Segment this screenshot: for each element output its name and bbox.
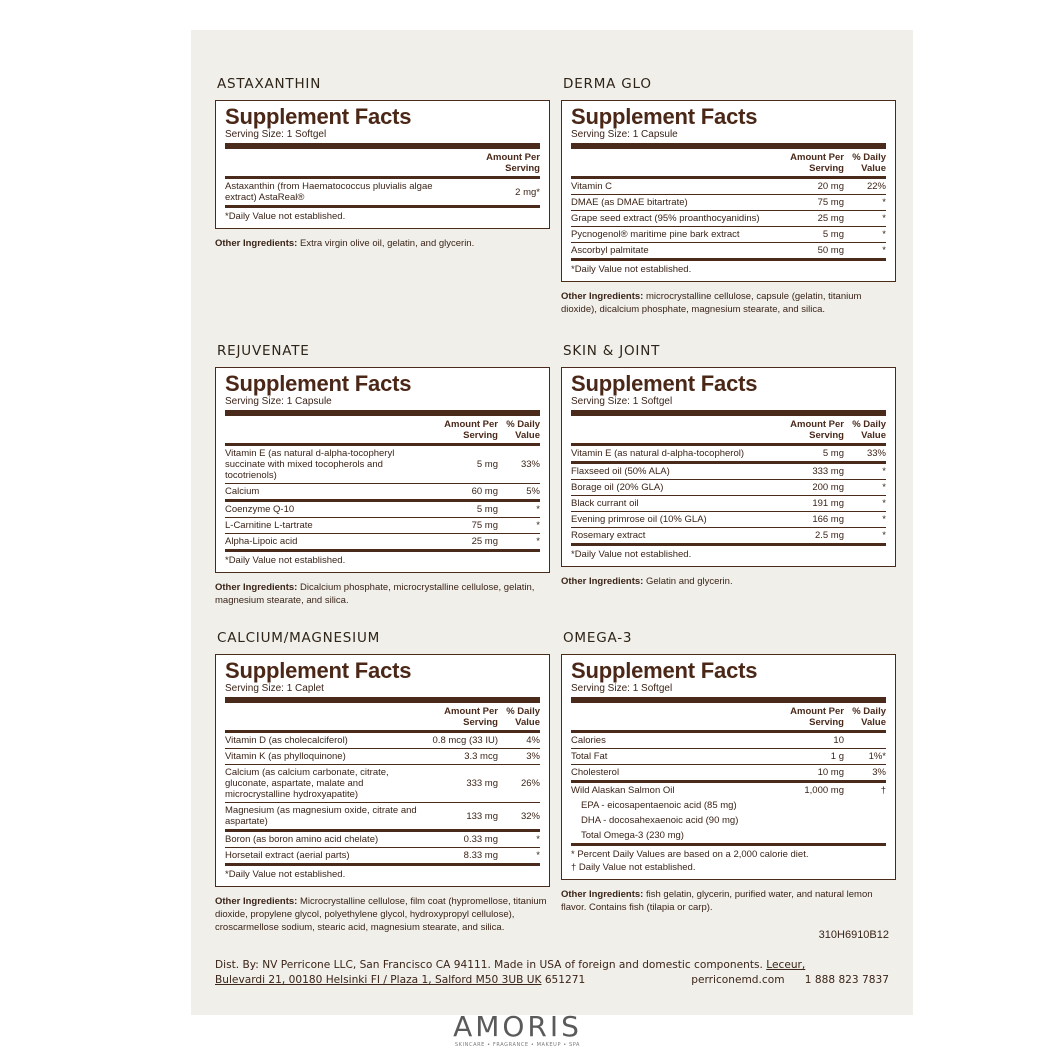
facts-row xyxy=(571,765,886,783)
nutrient-dv: 26% xyxy=(520,778,540,789)
facts-header xyxy=(225,703,540,733)
daily-value-header: % Daily Value xyxy=(506,706,540,728)
nutrient-dv: † xyxy=(880,785,886,796)
other-ingredients-text: Dicalcium phosphate, microcrystalline cellulose, gelatin, magnesium stearate, and silica. xyxy=(215,582,535,606)
distributor-text: Dist. By: NV Perricone LLC, San Francisco CA 94111. Made in USA of foreign and domestic components. xyxy=(215,959,763,971)
amount-header: Amount Per Serving xyxy=(790,152,844,174)
serving-size: Serving Size: 1 Softgel xyxy=(571,396,886,416)
facts-row xyxy=(571,195,886,211)
nutrient-amount: 191 mg xyxy=(812,498,844,509)
footnote: *Daily Value not established. xyxy=(225,555,346,566)
amount-header: Amount Per Serving xyxy=(444,706,498,728)
nutrient-name: Horsetail extract (aerial parts) xyxy=(225,850,350,861)
facts-header xyxy=(225,149,540,179)
nutrient-dv: 5% xyxy=(526,486,540,497)
nutrient-amount: 25 mg xyxy=(471,536,498,547)
panel-rejuvenate xyxy=(215,343,550,607)
facts-row xyxy=(225,484,540,502)
panel-title: DERMA GLO xyxy=(563,76,652,92)
serving-size: Serving Size: 1 Softgel xyxy=(571,683,886,703)
amount-header: Amount Per Serving xyxy=(790,706,844,728)
facts-heading: Supplement Facts xyxy=(225,104,412,129)
nutrient-amount: 10 xyxy=(833,735,844,746)
amount-header: Amount Per Serving xyxy=(486,152,540,174)
nutrient-name: Calcium (as calcium carbonate, citrate, gluconate, aspartate, malate and microcrystalline hydroxyapatite) xyxy=(225,767,389,800)
website[interactable]: perriconemd.com xyxy=(691,974,785,986)
facts-row xyxy=(571,480,886,496)
facts-row xyxy=(225,765,540,803)
footnote-2: † Daily Value not established. xyxy=(571,862,696,873)
nutrient-dv: 4% xyxy=(526,735,540,746)
distributor-tail: 651271 xyxy=(544,974,586,986)
amount-header: Amount Per Serving xyxy=(790,419,844,441)
phone-number: 1 888 823 7837 xyxy=(804,974,889,986)
panel-title: OMEGA-3 xyxy=(563,630,633,646)
footnote: *Daily Value not established. xyxy=(225,869,346,880)
serving-size: Serving Size: 1 Softgel xyxy=(225,129,540,149)
nutrient-name: Ascorbyl palmitate xyxy=(571,245,649,256)
facts-row xyxy=(571,733,886,749)
nutrient-amount: 5 mg xyxy=(822,229,844,240)
facts-row xyxy=(571,528,886,546)
facts-row xyxy=(225,733,540,749)
nutrient-amount: 133 mg xyxy=(466,810,498,822)
facts-row xyxy=(225,518,540,534)
facts-row xyxy=(225,749,540,765)
nutrient-name: Flaxseed oil (50% ALA) xyxy=(571,466,670,477)
facts-row xyxy=(571,179,886,195)
facts-header xyxy=(225,416,540,446)
other-ingredients-text: microcrystalline cellulose, capsule (gelatin, titanium dioxide), dicalcium phosphate, magnesium stearate, and silica. xyxy=(561,291,862,315)
nutrient-amount: 2 mg* xyxy=(515,186,540,198)
logo-wordmark: AMORIS xyxy=(453,1010,582,1043)
panel-calcium-magnesium xyxy=(215,630,550,934)
distributor-address-link-2[interactable]: Bulevardi 21, 00180 Helsinki FI / Plaza 1, Salford M50 3UB UK xyxy=(215,974,542,986)
other-ingredients-label: Other Ingredients: xyxy=(561,889,644,900)
facts-row xyxy=(225,803,540,832)
nutrient-amount: 333 mg xyxy=(812,466,844,477)
supplement-facts-box xyxy=(215,100,550,229)
facts-header xyxy=(571,149,886,179)
nutrient-dv: * xyxy=(882,482,886,493)
supplement-facts-box xyxy=(561,367,896,567)
nutrient-dv: 3% xyxy=(872,767,886,778)
nutrient-dv: * xyxy=(536,834,540,845)
nutrient-amount: 25 mg xyxy=(817,213,844,224)
nutrient-dv: 3% xyxy=(526,751,540,762)
nutrient-name: Magnesium (as magnesium oxide, citrate and aspartate) xyxy=(225,805,417,827)
nutrient-dv: * xyxy=(882,229,886,240)
nutrient-dv: 22% xyxy=(866,181,886,192)
panel-title: REJUVENATE xyxy=(217,343,310,359)
footnote: * Percent Daily Values are based on a 2,000 calorie diet. xyxy=(571,849,809,860)
nutrient-dv: 32% xyxy=(520,810,540,822)
panel-astaxanthin xyxy=(215,76,550,250)
facts-header xyxy=(571,703,886,733)
other-ingredients xyxy=(215,895,550,934)
nutrient-name: Calories xyxy=(571,735,606,746)
footnote: *Daily Value not established. xyxy=(225,211,346,222)
nutrient-amount: 20 mg xyxy=(817,181,844,192)
nutrient-dv: 33% xyxy=(520,459,540,470)
facts-heading: Supplement Facts xyxy=(225,658,412,683)
footnote: *Daily Value not established. xyxy=(571,549,692,560)
nutrient-dv: * xyxy=(882,530,886,541)
nutrient-dv: * xyxy=(882,213,886,224)
nutrient-name: Rosemary extract xyxy=(571,530,646,541)
other-ingredients xyxy=(561,290,896,316)
nutrient-name: Astaxanthin (from Haematococcus pluvialis algae extract) AstaReal® xyxy=(225,181,433,203)
nutrient-dv: * xyxy=(536,536,540,547)
amount-header: Amount Per Serving xyxy=(444,419,498,441)
panel-title: CALCIUM/MAGNESIUM xyxy=(217,630,381,646)
facts-heading: Supplement Facts xyxy=(571,658,758,683)
other-ingredients xyxy=(215,237,550,250)
facts-row xyxy=(225,179,540,208)
nutrient-name: Total Fat xyxy=(571,751,608,762)
nutrient-amount: 0.8 mcg (33 IU) xyxy=(432,735,498,746)
facts-header xyxy=(571,416,886,446)
panel-title: ASTAXANTHIN xyxy=(217,76,322,92)
other-ingredients-label: Other Ingredients: xyxy=(215,582,298,593)
product-code: 310H6910B12 xyxy=(818,929,889,941)
nutrient-dv: * xyxy=(882,466,886,477)
facts-heading: Supplement Facts xyxy=(571,371,758,396)
facts-row xyxy=(571,749,886,765)
facts-row xyxy=(225,502,540,518)
nutrient-amount: 200 mg xyxy=(812,482,844,493)
nutrient-name: Pycnogenol® maritime pine bark extract xyxy=(571,229,740,240)
facts-heading: Supplement Facts xyxy=(225,371,412,396)
supplement-facts-box xyxy=(215,654,550,887)
nutrient-amount: 75 mg xyxy=(471,520,498,531)
facts-subrow xyxy=(571,813,886,828)
product-sheet xyxy=(191,30,913,1015)
facts-row xyxy=(225,832,540,848)
nutrient-dv: * xyxy=(536,850,540,861)
nutrient-amount: 8.33 mg xyxy=(463,850,498,861)
nutrient-name: DMAE (as DMAE bitartrate) xyxy=(571,197,688,208)
nutrient-name: Vitamin C xyxy=(571,181,613,192)
facts-row xyxy=(571,464,886,480)
nutrient-name: Vitamin E (as natural d-alpha-tocopherol) xyxy=(571,448,745,459)
facts-row xyxy=(571,512,886,528)
nutrient-name: Calcium xyxy=(225,486,260,497)
nutrient-amount: 50 mg xyxy=(817,245,844,256)
facts-row xyxy=(571,496,886,512)
nutrient-name: Borage oil (20% GLA) xyxy=(571,482,664,493)
other-ingredients-text: Microcrystalline cellulose, film coat (hypromellose, titanium dioxide, propylene glycol, polyethylene glycol, hydroxypropyl cellulose), croscarmellose sodium, stearic acid, magnesium stearate, and silica. xyxy=(215,896,547,933)
other-ingredients-label: Other Ingredients: xyxy=(215,896,298,907)
daily-value-header: % Daily Value xyxy=(852,706,886,728)
nutrient-name: Boron (as boron amino acid chelate) xyxy=(225,834,379,845)
panel-skin-joint xyxy=(561,343,896,588)
nutrient-name: Vitamin D (as cholecalciferol) xyxy=(225,735,348,746)
panel-derma-glo xyxy=(561,76,896,316)
nutrient-name: DHA - docosahexaenoic acid (90 mg) xyxy=(581,815,739,826)
nutrient-name: Total Omega-3 (230 mg) xyxy=(581,830,684,841)
other-ingredients-label: Other Ingredients: xyxy=(561,291,644,302)
other-ingredients xyxy=(561,575,896,588)
other-ingredients-text: Gelatin and glycerin. xyxy=(643,576,733,587)
nutrient-amount: 2.5 mg xyxy=(814,530,844,541)
daily-value-header: % Daily Value xyxy=(852,419,886,441)
facts-row xyxy=(571,446,886,464)
facts-subrow xyxy=(571,828,886,846)
daily-value-header: % Daily Value xyxy=(852,152,886,174)
nutrient-amount: 3.3 mcg xyxy=(464,751,498,762)
nutrient-dv: * xyxy=(536,504,540,515)
facts-subrow xyxy=(571,798,886,813)
nutrient-name: Vitamin E (as natural d-alpha-tocopheryl succinate with mixed tocopherols and tocotrienols) xyxy=(225,448,395,481)
footnote: *Daily Value not established. xyxy=(571,264,692,275)
facts-row xyxy=(571,227,886,243)
nutrient-dv: 1%* xyxy=(868,751,886,762)
daily-value-header: % Daily Value xyxy=(506,419,540,441)
other-ingredients xyxy=(561,888,896,914)
distributor-address-link[interactable]: Leceur, xyxy=(766,959,806,971)
nutrient-name: Grape seed extract (95% proanthocyanidins) xyxy=(571,213,760,224)
logo-tagline: SKINCARE • FRAGRANCE • MAKEUP • SPA xyxy=(454,1042,581,1048)
nutrient-name: Coenzyme Q-10 xyxy=(225,504,295,515)
nutrient-amount: 10 mg xyxy=(817,767,844,778)
other-ingredients xyxy=(215,581,550,607)
supplement-facts-box xyxy=(215,367,550,573)
facts-row xyxy=(225,848,540,866)
nutrient-amount: 166 mg xyxy=(812,514,844,525)
facts-row xyxy=(225,534,540,552)
other-ingredients-text: fish gelatin, glycerin, purified water, and natural lemon flavor. Contains fish (tilapia or carp). xyxy=(561,889,873,913)
nutrient-name: Wild Alaskan Salmon Oil xyxy=(571,785,675,796)
distributor-info xyxy=(215,958,889,988)
nutrient-name: Vitamin K (as phylloquinone) xyxy=(225,751,346,762)
serving-size: Serving Size: 1 Capsule xyxy=(571,129,886,149)
other-ingredients-label: Other Ingredients: xyxy=(215,238,298,249)
nutrient-dv: * xyxy=(536,520,540,531)
panel-title: SKIN & JOINT xyxy=(563,343,661,359)
supplement-facts-box xyxy=(561,654,896,880)
nutrient-amount: 5 mg xyxy=(822,448,844,459)
nutrient-amount: 1,000 mg xyxy=(804,785,844,796)
nutrient-amount: 0.33 mg xyxy=(463,834,498,845)
nutrient-amount: 1 g xyxy=(830,751,844,762)
nutrient-dv: * xyxy=(882,197,886,208)
nutrient-dv: * xyxy=(882,514,886,525)
other-ingredients-label: Other Ingredients: xyxy=(561,576,644,587)
nutrient-name: EPA - eicosapentaenoic acid (85 mg) xyxy=(581,800,737,811)
facts-row xyxy=(571,211,886,227)
serving-size: Serving Size: 1 Caplet xyxy=(225,683,540,703)
nutrient-name: Alpha-Lipoic acid xyxy=(225,536,298,547)
panel-omega-3 xyxy=(561,630,896,914)
nutrient-name: L-Carnitine L-tartrate xyxy=(225,520,313,531)
serving-size: Serving Size: 1 Capsule xyxy=(225,396,540,416)
contact-info xyxy=(691,973,889,988)
nutrient-dv: * xyxy=(882,498,886,509)
nutrient-amount: 75 mg xyxy=(817,197,844,208)
facts-row xyxy=(571,243,886,261)
nutrient-name: Evening primrose oil (10% GLA) xyxy=(571,514,707,525)
nutrient-dv: * xyxy=(882,245,886,256)
supplement-facts-box xyxy=(561,100,896,282)
nutrient-amount: 333 mg xyxy=(466,778,498,789)
facts-row xyxy=(571,783,886,798)
nutrient-amount: 5 mg xyxy=(476,459,498,470)
facts-heading: Supplement Facts xyxy=(571,104,758,129)
nutrient-dv: 33% xyxy=(866,448,886,459)
nutrient-amount: 5 mg xyxy=(476,504,498,515)
nutrient-name: Black currant oil xyxy=(571,498,639,509)
other-ingredients-text: Extra virgin olive oil, gelatin, and glycerin. xyxy=(297,238,475,249)
facts-row xyxy=(225,446,540,484)
nutrient-amount: 60 mg xyxy=(471,486,498,497)
watermark-logo xyxy=(445,1012,590,1049)
nutrient-name: Cholesterol xyxy=(571,767,620,778)
